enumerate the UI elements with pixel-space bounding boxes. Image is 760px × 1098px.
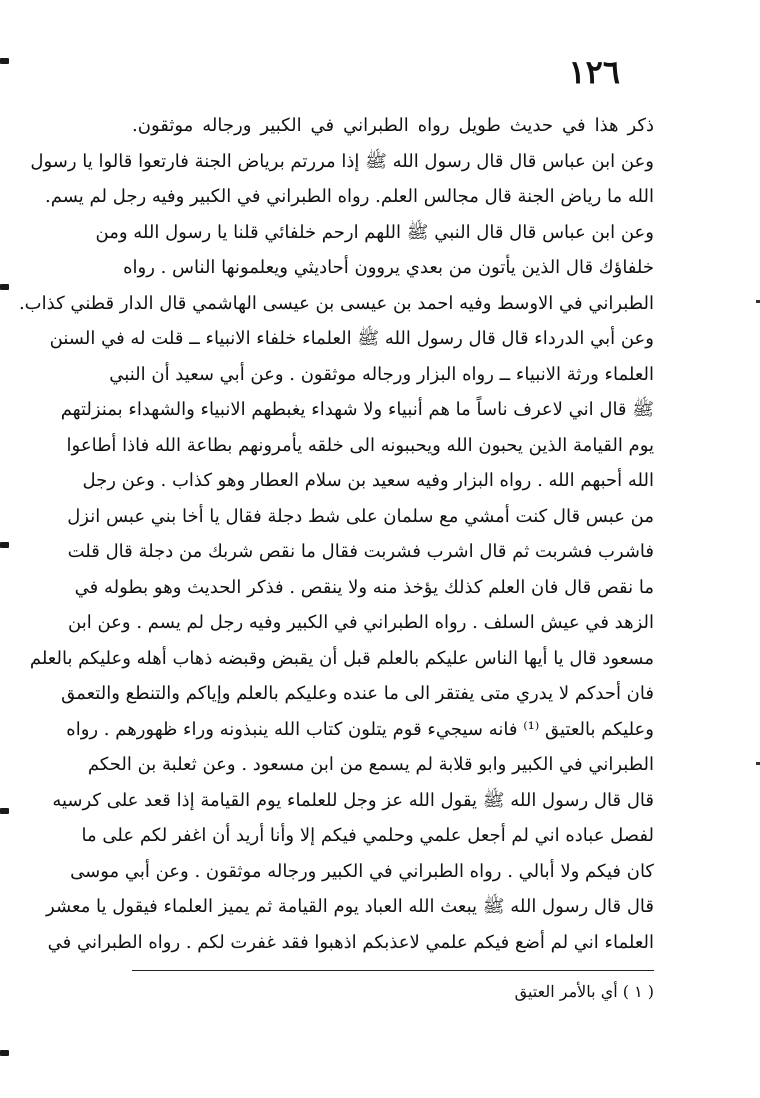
binding-mark [0,808,9,814]
scan-mark [756,762,760,765]
text-line: الله أحبهم الله . رواه البزار وفيه سعيد بن سلام العطار وهو كذاب . وعن رجل [82,470,654,491]
text-line: العلماء ورثة الانبياء ــ رواه البزار ورجاله موثقون . وعن أبي سعيد أن النبي [109,363,654,385]
text-line: قال قال رسول الله ﷺ يبعث الله العباد يوم القيامة ثم يميز العلماء فيقول يا معشر [46,896,654,917]
text-line: العلماء اني لم أضع فيكم علمي لاعذبكم اذهبوا فقد غفرت لكم . رواه الطبراني في [47,931,654,953]
text-line: من عبس قال كنت أمشي مع سلمان على شط دجلة فقال يا أخا بني عبس انزل [67,505,654,527]
text-line: ما نقص قال فان العلم كذلك يؤخذ منه ولا ينقص . فذكر الحديث وهو بطوله في [74,576,654,598]
text-line: فان أحدكم لا يدري متى يفتقر الى ما عنده وعليكم بالعلم وإياكم والتنطع والتعمق [61,683,654,704]
text-line: لفصل عباده اني لم أجعل علمي وحلمي فيكم إلا وأنا أريد أن اغفر لكم على ما [81,825,654,846]
text-line: الزهد في عيش السلف . رواه الطبراني في الكبير وفيه رجل لم يسم . وعن ابن [68,612,654,633]
text-line: قال قال رسول الله ﷺ يقول الله عز وجل للعلماء يوم القيامة إذا قعد على كرسيه [52,789,654,811]
footnote-separator-rule [132,970,654,971]
text-line: وعن أبي الدرداء قال قال رسول الله ﷺ العلماء خلفاء الانبياء ــ قلت له في السنن [49,328,654,349]
binding-mark [0,1050,9,1056]
footnote: ( ١ ) أي بالأمر العتيق [514,982,654,1001]
text-line: وعن ابن عباس قال قال رسول الله ﷺ إذا مررتم برياض الجنة فارتعوا قالوا يا رسول [30,150,654,172]
text-line: الطبراني في الكبير وابو قلابة لم يسمع من ابن مسعود . وعن ثعلبة بن الحكم [87,754,654,775]
text-line: وعن ابن عباس قال قال النبي ﷺ اللهم ارحم خلفائي قلنا يا رسول الله ومن [95,221,654,243]
text-line: يوم القيامة الذين يحبون الله ويحببونه الى خلقه يأمرونهم بطاعة الله فاذا أطاعوا [66,434,654,456]
binding-mark [0,58,9,64]
text-line: الطبراني في الاوسط وفيه احمد بن عيسى بن عيسى الهاشمي قال الدار قطني كذاب. [18,292,654,314]
text-line: ﷺ قال اني لاعرف ناساً ما هم أنبياء ولا شهداء يغبطهم الانبياء والشهداء بمنزلتهم [60,399,654,420]
binding-mark [0,542,9,548]
scan-mark [756,300,760,303]
binding-mark [0,284,9,290]
text-line: وعليكم بالعتيق ⁽¹⁾ فانه سيجيء قوم يتلون كتاب الله ينبذونه وراء ظهورهم . رواه [66,718,654,740]
text-line: كان فيكم ولا أبالي . رواه الطبراني في الكبير ورجاله موثقون . وعن أبي موسى [70,860,654,882]
main-text-block [18,108,654,960]
page-number: ١٢٦ [568,53,620,91]
text-line: خلفاؤك قال الذين يأتون من بعدي يروون أحاديثي ويعلمونها الناس . رواه [123,257,654,278]
text-line: فاشرب فشربت ثم قال اشرب فشربت فقال ما نقص شربك من دجلة قال قلت [67,541,654,562]
text-line: مسعود قال يا أيها الناس عليكم بالعلم قبل أن يقبض وقبضه ذهاب أهله وعليكم بالعلم [29,647,654,669]
text-line: الله ما رياض الجنة قال مجالس العلم. رواه الطبراني في الكبير وفيه رجل لم يسم. [45,186,654,207]
text-line: ذكر هذا في حديث طويل رواه الطبراني في الكبير ورجاله موثقون. [132,115,654,136]
